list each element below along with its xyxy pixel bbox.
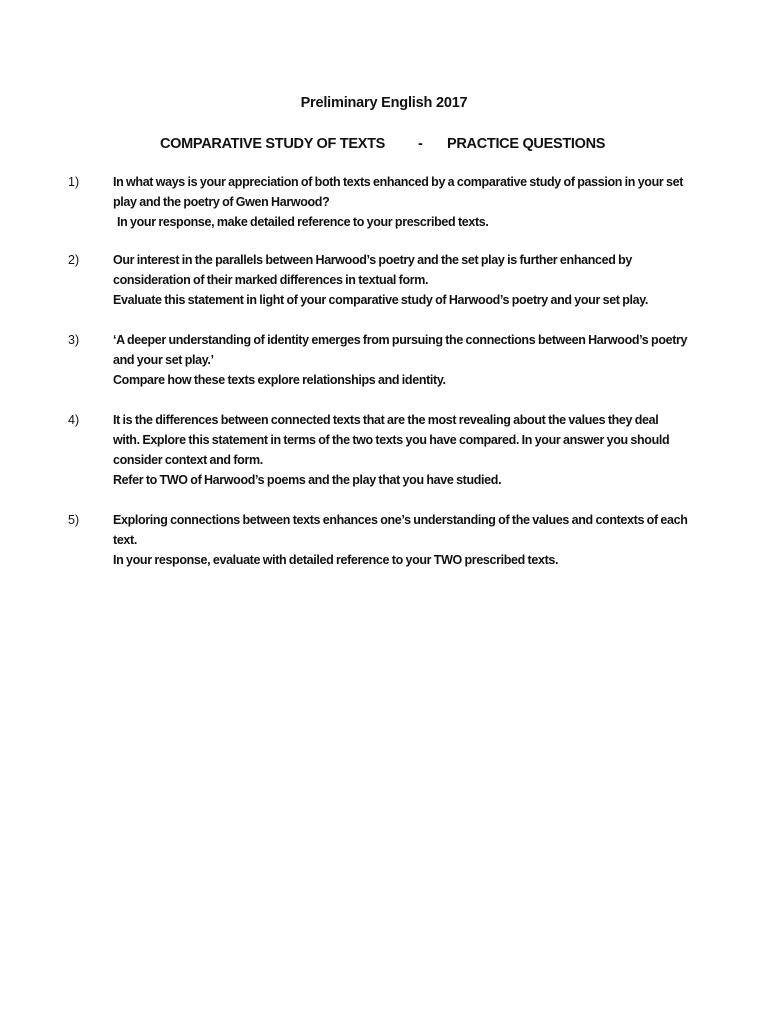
question-number: 1) bbox=[68, 175, 80, 189]
document-title: Preliminary English 2017 bbox=[300, 95, 468, 111]
question-line: with. Explore this statement in terms of the two texts you have compared. In your answer you should bbox=[113, 433, 670, 447]
question-number: 5) bbox=[68, 513, 80, 527]
question-text bbox=[113, 410, 713, 490]
question-number: 4) bbox=[68, 413, 80, 427]
question-text bbox=[113, 510, 713, 570]
subtitle-dash: - bbox=[418, 136, 423, 152]
question-number: 2) bbox=[68, 253, 80, 267]
question-line: In what ways is your appreciation of both texts enhanced by a comparative study of passion in your set bbox=[113, 175, 684, 189]
question-text bbox=[113, 172, 713, 232]
question-text bbox=[113, 330, 713, 390]
question-line: Compare how these texts explore relationships and identity. bbox=[113, 373, 446, 387]
question-line: text. bbox=[113, 533, 137, 547]
question-line: consideration of their marked differences in textual form. bbox=[113, 273, 429, 287]
question-line: consider context and form. bbox=[113, 453, 263, 467]
question-line: Exploring connections between texts enhances one’s understanding of the values and contexts of each bbox=[113, 513, 688, 527]
question-number: 3) bbox=[68, 333, 80, 347]
question-text bbox=[113, 250, 713, 310]
question-line: Our interest in the parallels between Harwood’s poetry and the set play is further enhanced by bbox=[113, 253, 632, 267]
question-line: Evaluate this statement in light of your comparative study of Harwood’s poetry and your set play. bbox=[113, 293, 649, 307]
subtitle-left: COMPARATIVE STUDY OF TEXTS bbox=[160, 136, 386, 152]
question-line: and your set play.’ bbox=[113, 353, 214, 367]
question-line: In your response, make detailed reference to your prescribed texts. bbox=[117, 215, 489, 229]
question-line: Refer to TWO of Harwood’s poems and the play that you have studied. bbox=[113, 473, 502, 487]
question-line: ‘A deeper understanding of identity emerges from pursuing the connections between Harwood’s poetry bbox=[113, 333, 688, 347]
question-line: It is the differences between connected texts that are the most revealing about the values they deal bbox=[113, 413, 659, 427]
question-line: In your response, evaluate with detailed reference to your TWO prescribed texts. bbox=[113, 553, 559, 567]
question-line: play and the poetry of Gwen Harwood? bbox=[113, 195, 330, 209]
subtitle-right: PRACTICE QUESTIONS bbox=[447, 136, 606, 152]
